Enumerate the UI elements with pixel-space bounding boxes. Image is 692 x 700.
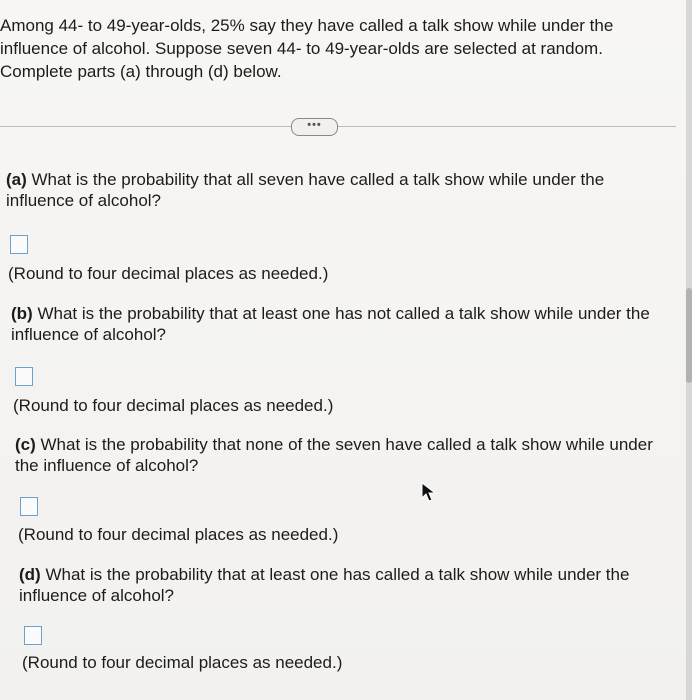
part-d-text: What is the probability that at least one has called a talk show while under the influence of alcohol?: [19, 565, 630, 605]
part-c-answer-input[interactable]: [20, 497, 38, 516]
part-b-text: What is the probability that at least one has not called a talk show while under the influence of alcohol?: [11, 304, 650, 344]
part-d-question: [19, 564, 674, 606]
problem-statement: Among 44- to 49-year-olds, 25% say they have called a talk show while under the influence of alcohol. Suppose seven 44- to 49-year-olds are selected at random. Complete parts (a) through (d) below.: [0, 16, 614, 81]
part-b-label: (b): [11, 304, 33, 323]
mouse-cursor-icon: [420, 481, 442, 503]
expand-more-button[interactable]: •••: [291, 118, 338, 136]
part-a-hint: (Round to four decimal places as needed.): [8, 264, 329, 283]
part-b-answer-input[interactable]: [15, 367, 33, 386]
part-a-answer-input[interactable]: [10, 235, 28, 254]
part-c-question: [15, 434, 655, 476]
part-a-label: (a): [6, 170, 27, 189]
section-divider: [0, 126, 676, 127]
part-c-label: (c): [15, 435, 36, 454]
part-a-question: [6, 169, 666, 211]
part-c-text: What is the probability that none of the seven have called a talk show while under the influence of alcohol?: [15, 435, 653, 475]
scrollbar-thumb[interactable]: [686, 288, 692, 383]
part-d-answer-input[interactable]: [24, 626, 42, 645]
vertical-scrollbar[interactable]: [686, 0, 692, 700]
part-c-hint: (Round to four decimal places as needed.): [18, 525, 339, 544]
part-d-hint: (Round to four decimal places as needed.): [22, 653, 343, 672]
part-d-label: (d): [19, 565, 41, 584]
part-b-hint: (Round to four decimal places as needed.): [13, 396, 334, 415]
part-a-text: What is the probability that all seven have called a talk show while under the influence of alcohol?: [6, 170, 605, 210]
part-b-question: [11, 303, 671, 345]
